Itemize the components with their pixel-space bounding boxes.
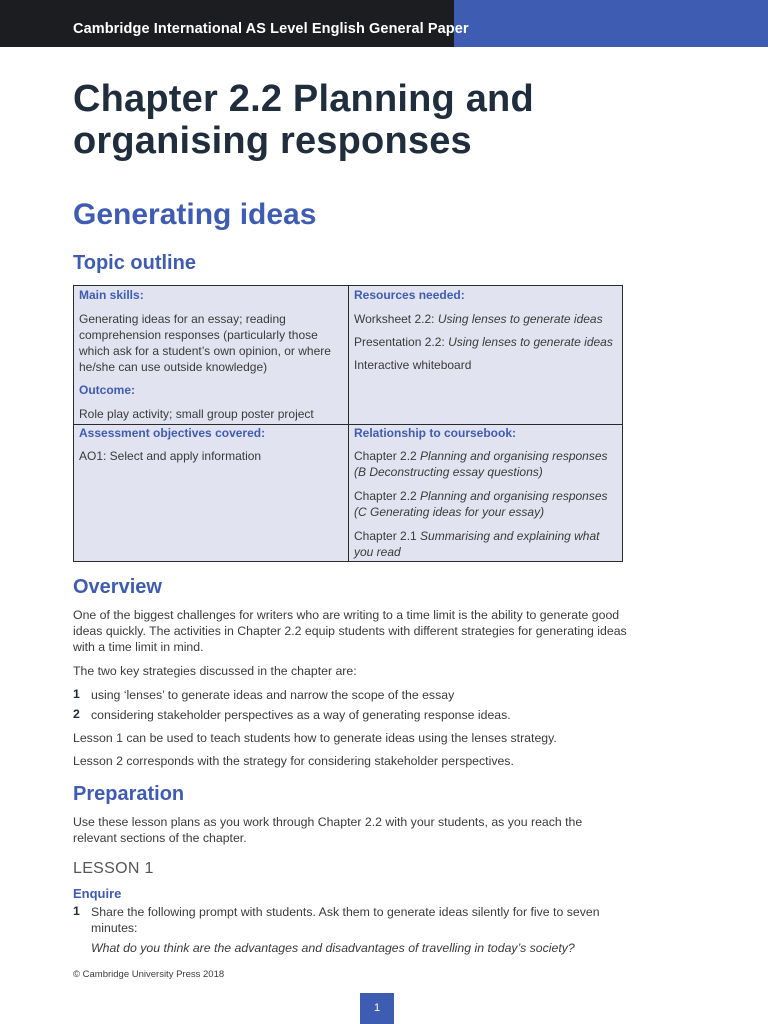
overview-heading: Overview	[73, 576, 162, 598]
main-skills-text: Generating ideas for an essay; reading comprehension responses (particularly those which ask for a student’s own opinion, or where he/she can use outside knowledge)	[79, 312, 331, 374]
list-item: considering stakeholder perspectives as a way of generating response ideas.	[91, 708, 511, 722]
list-number: 1	[73, 904, 80, 918]
topic-outline-heading: Topic outline	[73, 252, 196, 274]
relationship-label: Relationship to coursebook:	[354, 426, 517, 440]
section-title: Generating ideas	[73, 198, 317, 231]
resource-item: Interactive whiteboard	[354, 358, 472, 372]
relationship-item: Chapter 2.2 Planning and organising responses (B Deconstructing essay questions)	[354, 449, 608, 479]
preparation-text: Use these lesson plans as you work through Chapter 2.2 with your students, as you reach the relevant sections of the chapter.	[73, 815, 583, 845]
overview-paragraph: The two key strategies discussed in the chapter are:	[73, 664, 357, 678]
topic-outline-table	[73, 285, 623, 562]
resource-item: Worksheet 2.2: Using lenses to generate ideas	[354, 312, 603, 326]
chapter-title: Chapter 2.2 Planning and organising responses	[73, 78, 534, 162]
copyright-notice: © Cambridge University Press 2018	[73, 969, 225, 980]
relationship-cell	[349, 425, 623, 561]
main-skills-label: Main skills:	[79, 288, 144, 302]
overview-paragraph: Lesson 1 can be used to teach students how to generate ideas using the lenses strategy.	[73, 731, 557, 745]
resource-item: Presentation 2.2: Using lenses to generate ideas	[354, 335, 613, 349]
list-item: using ‘lenses’ to generate ideas and narrow the scope of the essay	[91, 688, 455, 702]
enquire-subheading: Enquire	[73, 886, 122, 901]
header-accent-block	[454, 0, 768, 47]
outcome-text: Role play activity; small group poster project	[79, 407, 314, 421]
discussion-prompt: What do you think are the advantages and disadvantages of travelling in today’s society?	[91, 941, 575, 955]
assessment-text: AO1: Select and apply information	[79, 449, 262, 463]
resources-label: Resources needed:	[354, 288, 465, 302]
book-title: Cambridge International AS Level English General Paper	[73, 21, 469, 37]
resources-cell	[349, 286, 623, 425]
list-number: 2	[73, 707, 80, 721]
overview-paragraph: One of the biggest challenges for writers who are writing to a time limit is the ability to generate good ideas quickly. The activities in Chapter 2.2 equip students with different strategies for generating ideas with a time limit in mind.	[73, 608, 627, 654]
relationship-item: Chapter 2.2 Planning and organising responses (C Generating ideas for your essay)	[354, 489, 608, 519]
lesson-step-text: Share the following prompt with students. Ask them to generate ideas silently for five to seven minutes:	[91, 905, 600, 935]
relationship-item: Chapter 2.1 Summarising and explaining what you read	[354, 529, 600, 559]
outcome-label: Outcome:	[79, 383, 136, 397]
overview-paragraph: Lesson 2 corresponds with the strategy for considering stakeholder perspectives.	[73, 754, 514, 768]
assessment-cell	[74, 425, 349, 561]
lesson-title: LESSON 1	[73, 860, 154, 877]
page-number: 1	[360, 993, 394, 1024]
preparation-heading: Preparation	[73, 783, 185, 805]
main-skills-cell	[74, 286, 349, 425]
list-number: 1	[73, 687, 80, 701]
assessment-label: Assessment objectives covered:	[79, 426, 266, 440]
